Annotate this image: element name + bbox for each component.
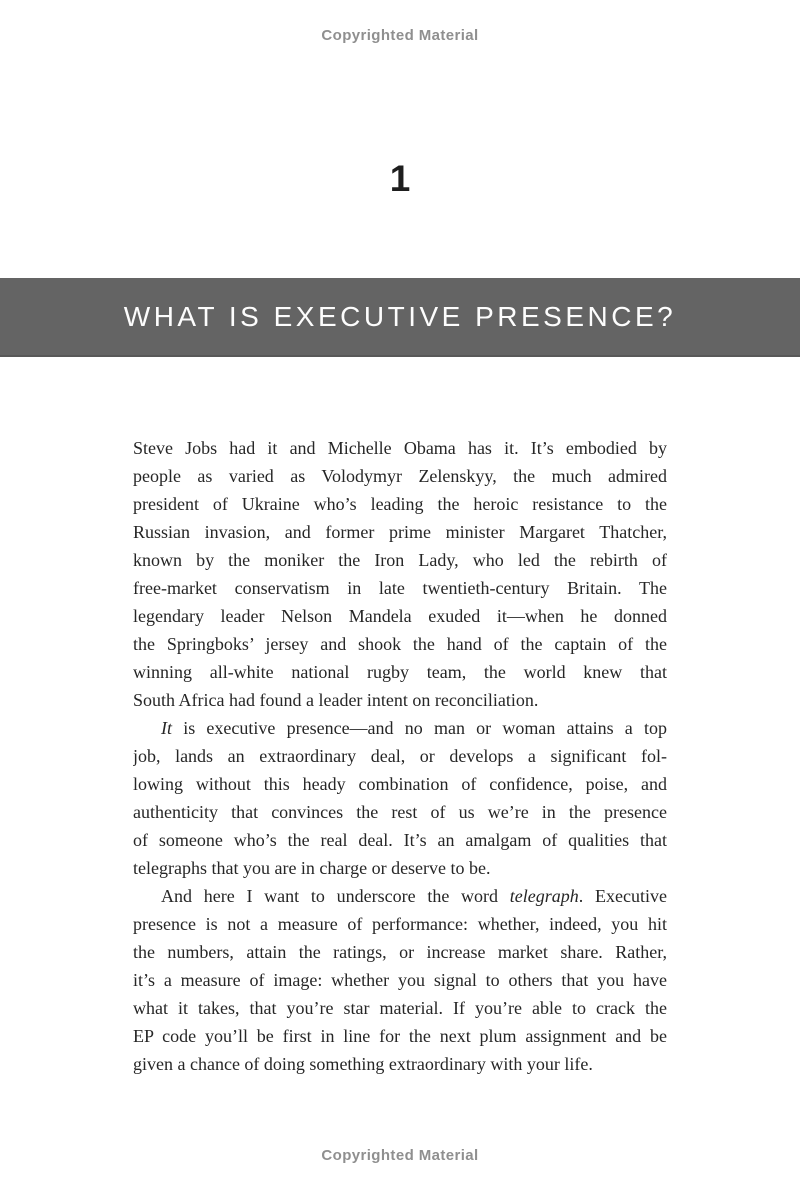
text-line: people as varied as Volodymyr Zelenskyy, the much admired bbox=[133, 466, 667, 486]
chapter-title: WHAT IS EXECUTIVE PRESENCE? bbox=[123, 300, 677, 332]
text-line: lowing without this heady combination of confidence, poise, and bbox=[133, 774, 667, 794]
copyright-notice-top: Copyrighted Material bbox=[321, 27, 479, 44]
body-text bbox=[133, 434, 667, 1078]
text-line: winning all-white national rugby team, the world knew that bbox=[133, 662, 667, 682]
text-line: given a chance of doing something extraordinary with your life. bbox=[133, 1054, 593, 1074]
chapter-number: 1 bbox=[389, 158, 411, 199]
paragraph bbox=[133, 714, 667, 882]
text-line: Russian invasion, and former prime minister Margaret Thatcher, bbox=[133, 522, 667, 542]
text-line: telegraphs that you are in charge or deserve to be. bbox=[133, 858, 491, 878]
text-line: what it takes, that you’re star material. If you’re able to crack the bbox=[133, 998, 667, 1018]
text-line: South Africa had found a leader intent on reconciliation. bbox=[133, 690, 539, 710]
text-line: authenticity that convinces the rest of us we’re in the presence bbox=[133, 802, 667, 822]
text-line: the numbers, attain the ratings, or increase market share. Rather, bbox=[133, 942, 667, 962]
text-line: And here I want to underscore the word telegraph. Executive bbox=[161, 886, 667, 906]
text-line: It is executive presence—and no man or woman attains a top bbox=[161, 718, 667, 738]
text-line: EP code you’ll be first in line for the next plum assignment and be bbox=[133, 1026, 667, 1046]
text-line: president of Ukraine who’s leading the heroic resistance to the bbox=[133, 494, 667, 514]
text-line: of someone who’s the real deal. It’s an amalgam of qualities that bbox=[133, 830, 667, 850]
paragraph bbox=[133, 434, 667, 714]
text-line: the Springboks’ jersey and shook the hand of the captain of the bbox=[133, 634, 667, 654]
text-line: free-market conservatism in late twentieth-century Britain. The bbox=[133, 578, 667, 598]
text-line: job, lands an extraordinary deal, or develops a significant fol- bbox=[133, 746, 667, 766]
paragraph bbox=[133, 882, 667, 1078]
copyright-notice-bottom: Copyrighted Material bbox=[321, 1147, 479, 1164]
text-line: Steve Jobs had it and Michelle Obama has it. It’s embodied by bbox=[133, 438, 667, 458]
text-line: known by the moniker the Iron Lady, who led the rebirth of bbox=[133, 550, 667, 570]
text-line: legendary leader Nelson Mandela exuded it—when he donned bbox=[133, 606, 667, 626]
text-line: presence is not a measure of performance: whether, indeed, you hit bbox=[133, 914, 667, 934]
text-line: it’s a measure of image: whether you signal to others that you have bbox=[133, 970, 667, 990]
chapter-title-banner bbox=[0, 278, 800, 357]
